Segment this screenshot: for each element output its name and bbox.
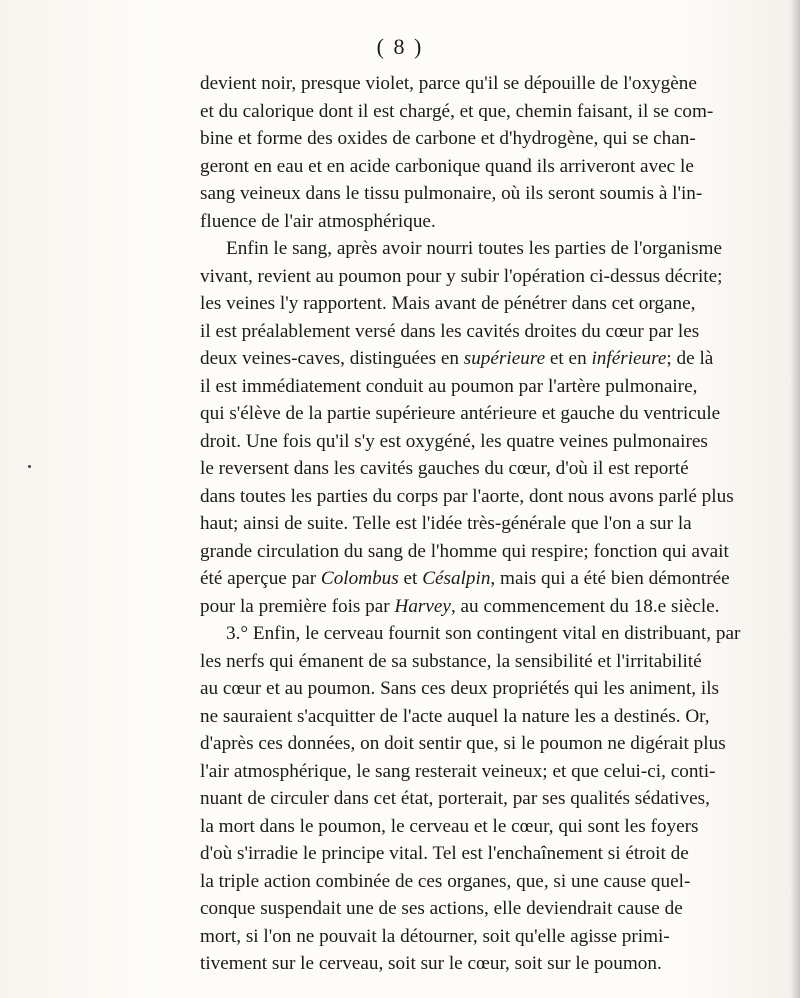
- text-line: mort, si l'on ne pouvait la détourner, soit qu'elle agisse primi-: [200, 925, 670, 947]
- text-run: deux veines-caves, distinguées en: [200, 348, 464, 369]
- text-line: d'où s'irradie le principe vital. Tel est l'enchaînement si étroit de: [200, 843, 689, 864]
- italic-name: Harvey: [394, 595, 451, 617]
- text-run: et en: [545, 348, 592, 369]
- paper-speck: [28, 465, 31, 468]
- text-line: l'air atmosphérique, le sang resterait veineux; et que celui-ci, conti-: [200, 760, 716, 782]
- text-line: bine et forme des oxides de carbone et d'hydrogène, qui se chan-: [200, 128, 696, 149]
- italic-term: inférieure: [591, 348, 667, 369]
- text-line: ne sauraient s'acquitter de l'acte auquel la nature les a destinés. Or,: [200, 705, 710, 727]
- text-line: conque suspendait une de ses actions, elle deviendrait cause de: [200, 898, 683, 919]
- text-run: pour la première fois par: [200, 595, 395, 617]
- text-line: et du calorique dont il est chargé, et que, chemin faisant, il se com-: [200, 100, 714, 122]
- text-run: ; de là: [666, 348, 714, 369]
- text-line: devient noir, presque violet, parce qu'il se dépouille de l'oxygène: [200, 73, 697, 94]
- text-line: vivant, revient au poumon pour y subir l'opération ci-dessus décrite;: [200, 265, 723, 287]
- italic-term: supérieure: [463, 348, 546, 369]
- text-line: il est immédiatement conduit au poumon par l'artère pulmonaire,: [200, 375, 698, 397]
- text-run: été aperçue par: [200, 568, 321, 589]
- text-line: fluence de l'air atmosphérique.: [200, 210, 436, 232]
- text-line: tivement sur le cerveau, soit sur le cœur, soit sur le poumon.: [200, 953, 662, 974]
- text-line-mixed: [200, 593, 772, 621]
- text-line: les veines l'y rapportent. Mais avant de pénétrer dans cet organe,: [200, 293, 696, 314]
- text-line: dans toutes les parties du corps par l'aorte, dont nous avons parlé plus: [200, 485, 734, 507]
- text-line: les nerfs qui émanent de sa substance, la sensibilité et l'irritabilité: [200, 650, 702, 672]
- italic-name: Césalpin: [422, 568, 491, 589]
- italic-name: Colombus: [320, 568, 399, 589]
- text-line: nuant de circuler dans cet état, porterait, par ses qualités sédatives,: [200, 788, 710, 809]
- text-line: au cœur et au poumon. Sans ces deux propriétés qui les animent, ils: [200, 678, 720, 699]
- page-edge-shadow: [790, 0, 800, 998]
- text-run: et: [398, 568, 423, 589]
- text-line-mixed: [200, 565, 772, 593]
- body-text: [200, 70, 772, 978]
- text-run: , mais qui a été bien démontrée: [490, 568, 730, 589]
- text-line: geront en eau et en acide carbonique quand ils arriveront avec le: [200, 155, 694, 177]
- text-line: la mort dans le poumon, le cerveau et le cœur, qui sont les foyers: [200, 815, 699, 837]
- text-line: droit. Une fois qu'il s'y est oxygéné, les quatre veines pulmonaires: [200, 430, 708, 452]
- text-line: grande circulation du sang de l'homme qui respire; fonction qui avait: [200, 540, 729, 562]
- text-line-mixed: [200, 345, 772, 373]
- text-line: la triple action combinée de ces organes, que, si une cause quel-: [200, 870, 691, 892]
- text-line: haut; ainsi de suite. Telle est l'idée très-générale que l'on a sur la: [200, 513, 692, 534]
- text-line: d'après ces données, on doit sentir que, si le poumon ne digérait plus: [200, 733, 726, 754]
- text-run: , au commencement du 18.e siècle.: [450, 595, 720, 617]
- text-line: le reversent dans les cavités gauches du cœur, d'où il est reporté: [200, 458, 689, 479]
- text-line: qui s'élève de la partie supérieure antérieure et gauche du ventricule: [200, 403, 721, 424]
- text-line: sang veineux dans le tissu pulmonaire, où ils seront soumis à l'in-: [200, 183, 703, 204]
- text-line: il est préalablement versé dans les cavités droites du cœur par les: [200, 320, 700, 342]
- paragraph-start: Enfin le sang, après avoir nourri toutes les parties de l'organisme: [226, 238, 722, 259]
- page-number: ( 8 ): [376, 34, 424, 59]
- paragraph-start: 3.° Enfin, le cerveau fournit son contingent vital en distribuant, par: [226, 623, 741, 644]
